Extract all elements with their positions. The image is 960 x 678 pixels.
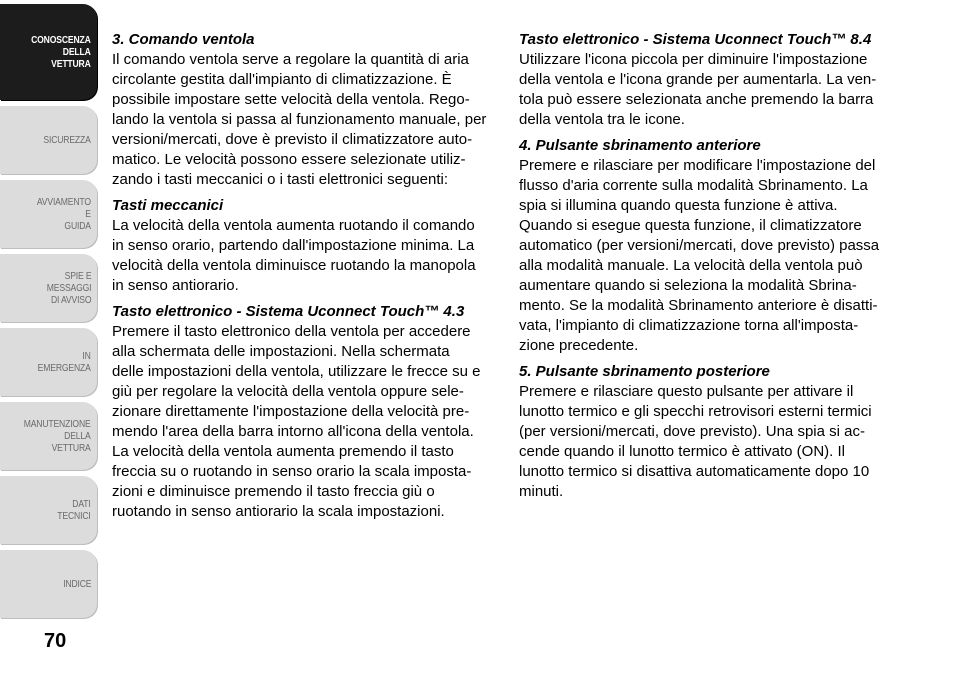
tab-label: SPIE E MESSAGGI DI AVVISO	[46, 270, 91, 306]
tab-label: MANUTENZIONE DELLA VETTURA	[24, 418, 91, 454]
paragraph: La velocità della ventola aumenta ruotando il comando in senso orario, partendo dall'impostazione minima. La velocità della ventola diminuisce ruotando la manopola in senso antiorario.	[112, 217, 476, 294]
paragraph: Utilizzare l'icona piccola per diminuire l'impostazione della ventola e l'icona grande per aumentarla. La ven- tola può essere selezionata anche premendo la barra della ventola tra le icone.	[519, 51, 877, 128]
tab-sicurezza[interactable]	[0, 106, 97, 174]
section-heading: 3. Comando ventola	[112, 31, 255, 48]
page-number: 70	[44, 630, 67, 652]
section-heading: 4. Pulsante sbrinamento anteriore	[519, 137, 761, 154]
chapter-sidebar	[0, 0, 100, 678]
tab-conoscenza-della-vettura[interactable]	[0, 4, 97, 100]
left-text-column	[112, 30, 491, 522]
tab-spie-e-messaggi[interactable]	[0, 254, 97, 322]
paragraph: Il comando ventola serve a regolare la quantità di aria circolante gestita dall'impianto di climatizzazione. È possibile impostare sette velocità della ventola. Rego- lando la ventola si passa al funzionamento manuale, per versioni/mercati, dove è previsto il climatizzatore auto- matico. Le velocità possono essere selezionate utiliz- zando i tasti meccanici o i tasti elettronici seguenti:	[112, 51, 487, 188]
tab-label: SICUREZZA	[43, 134, 91, 146]
tab-label: INDICE	[62, 578, 91, 590]
tab-label: IN EMERGENZA	[37, 350, 91, 374]
tab-label: CONOSCENZA DELLA VETTURA	[31, 34, 91, 70]
section-heading: Tasto elettronico - Sistema Uconnect Touch™ 4.3	[112, 303, 465, 320]
tab-indice[interactable]	[0, 550, 97, 618]
paragraph: Premere e rilasciare questo pulsante per attivare il lunotto termico e gli specchi retrovisori esterni termici (per versioni/mercati, dove previsto). Una spia si ac- cende quando il lunotto termico è attivato (ON). Il lunotto termico si disattiva automaticamente dopo 10 minuti.	[519, 383, 872, 500]
section-heading: 5. Pulsante sbrinamento posteriore	[519, 363, 770, 380]
paragraph: Premere il tasto elettronico della ventola per accedere alla schermata delle impostazioni. Nella schermata delle impostazioni della ventola, utilizzare le frecce su e giù per regolare la velocità della ventola oppure sele- zionare direttamente l'impostazione della velocità pre- mendo l'area della barra intorno all'icona della ventola. La velocità della ventola aumenta premendo il tasto freccia su o ruotando in senso orario la scala imposta- zioni e diminuisce premendo il tasto freccia giù o ruotando in senso antiorario la scala impostazioni.	[112, 323, 481, 520]
tab-avviamento-e-guida[interactable]	[0, 180, 97, 248]
tab-dati-tecnici[interactable]	[0, 476, 97, 544]
section-heading: Tasto elettronico - Sistema Uconnect Touch™ 8.4	[519, 31, 872, 48]
section-heading: Tasti meccanici	[112, 197, 224, 214]
tab-label: DATI TECNICI	[57, 498, 91, 522]
paragraph: Premere e rilasciare per modificare l'impostazione del flusso d'aria corrente sulla modalità Sbrinamento. La spia si illumina quando questa funzione è attiva. Quando si esegue questa funzione, il climatizzatore automatico (per versioni/mercati, dove previsto) passa alla modalità manuale. La velocità della ventola può aumentare quando si seleziona la modalità Sbrina- mento. Se la modalità Sbrinamento anteriore è disatti- vata, l'impianto di climatizzazione torna all'imposta- zione precedente.	[519, 157, 880, 354]
tab-in-emergenza[interactable]	[0, 328, 97, 396]
tab-manutenzione[interactable]	[0, 402, 97, 470]
right-text-column	[519, 30, 898, 502]
tab-label: AVVIAMENTO E GUIDA	[36, 196, 91, 232]
